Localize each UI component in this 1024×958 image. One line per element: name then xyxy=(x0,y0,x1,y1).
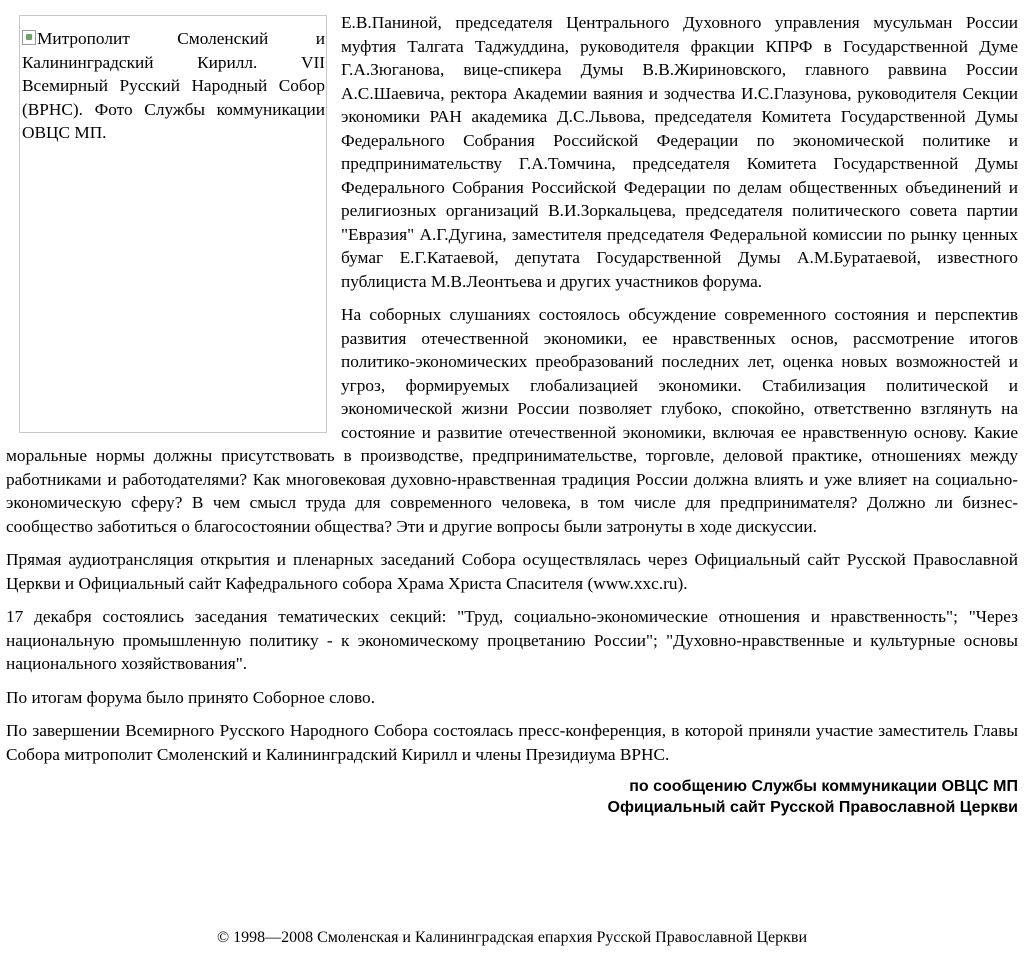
photo-alt-text: Митрополит Смоленский и Калининградский Кирилл. VII Всемирный Русский Народный Собор (ВРНС). Фото Службы коммуникации ОВЦС МП. xyxy=(22,29,325,142)
article-paragraph-2: На соборных слушаниях состоялось обсуждение современного состояния и перспектив развития отечественной экономики, ее нравственных основ, рассмотрение итогов политико-экономических преобразований последних лет, оценка новых возможностей и угроз, формируемых глобализацией экономики. Стабилизация политической и экономической жизни России позволяет глубоко, спокойно, ответственно взглянуть на состояние и развитие отечественной экономики, включая ее нравственную основу. Какие моральные нормы должны присутствовать в производстве, предпринимательстве, торговле, деловой практике, отношениях между работниками и работодателями? Как многовековая духовно-нравственная традиция России должна влиять и уже влияет на социально-экономическую сферу? В чем смысл труда для современного человека, в том числе для предпринимателя? Должно ли бизнес-сообщество заботиться о благосостоянии общества? Эти и другие вопросы были затронуты в ходе дискуссии. xyxy=(6,305,1018,536)
broken-image-icon xyxy=(22,30,36,45)
article-paragraph-4: 17 декабря состоялись заседания тематических секций: "Труд, социально-экономические отношения и нравственность"; "Через национальную промышленную политику - к экономическому процветанию России"; "Духовно-нравственные и культурные основы национального хозяйствования". xyxy=(6,607,1018,673)
article-paragraph-3: Прямая аудиотрансляция открытия и пленарных заседаний Собора осуществлялась через Официальный сайт Русской Православной Церкви и Официальный сайт Кафедрального собора Храма Христа Спасителя (www.xxc.ru). xyxy=(6,550,1018,593)
source-line-communication-service: по сообщению Службы коммуникации ОВЦС МП xyxy=(629,778,1018,795)
top-bar xyxy=(0,0,1024,4)
article-paragraph-1: Е.В.Паниной, председателя Центрального Духовного управления мусульман России муфтия Талгата Таджуддина, руководителя фракции КПРФ в Государственной Думе Г.А.Зюганова, вице-спикера Думы В.В.Жириновского, главного раввина России А.С.Шаевича, ректора Академии ваяния и зодчества И.С.Глазунова, руководителя Секции экономики РАН академика Д.С.Львова, председателя Комитета Государственной Думы Федерального Собрания Российской Федерации по экономической политике и предпринимательству Г.А.Томчина, председателя Комитета Государственной Думы Федерального Собрания Российской Федерации по делам общественных объединений и религиозных организаций В.И.Зоркальцева, председателя политического совета партии "Евразия" А.Г.Дугина, заместителя председателя Федеральной комиссии по рынку ценных бумаг Е.Г.Катаевой, депутата Государственной Думы А.М.Буратаевой, известного публициста М.В.Леонтьева и других участников форума. xyxy=(341,13,1018,291)
article-paragraph-6: По завершении Всемирного Русского Народного Собора состоялась пресс-конференция, в которой приняли участие заместитель Главы Собора митрополит Смоленский и Калининградский Кирилл и члены Президиума ВРНС. xyxy=(6,721,1018,764)
copyright-footer: © 1998—2008 Смоленская и Калининградская епархия Русской Православной Церкви xyxy=(216,929,808,946)
print-date xyxy=(6,0,61,4)
article-content xyxy=(6,11,1018,818)
photo-frame xyxy=(19,15,327,433)
source-line-official-site: Официальный сайт Русской Православной Церкви xyxy=(607,799,1018,816)
article-paragraph-5: По итогам форума было принято Соборное слово. xyxy=(6,687,376,707)
page-header-title xyxy=(378,0,659,4)
source-credit xyxy=(6,776,1018,818)
